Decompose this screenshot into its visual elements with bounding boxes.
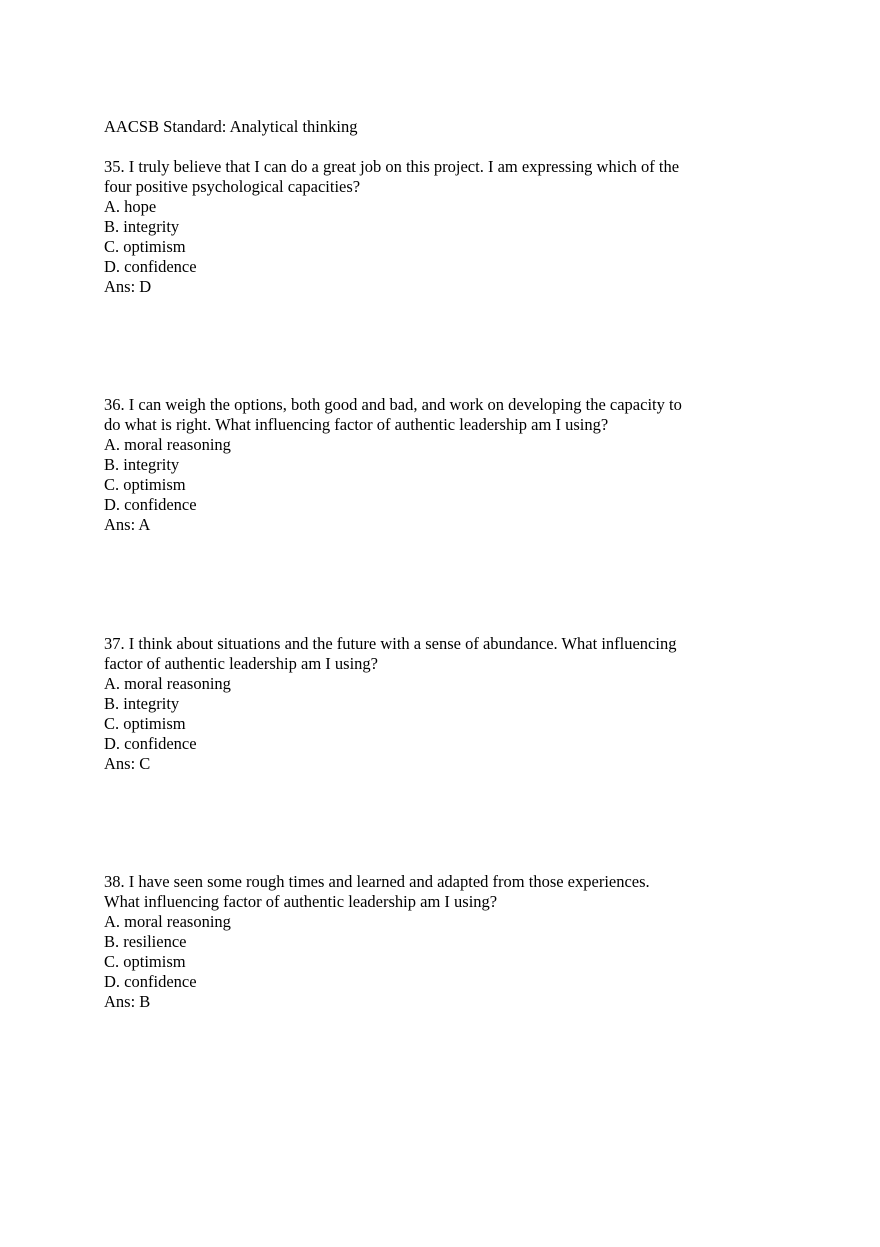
- option-c: C. optimism: [104, 714, 186, 733]
- option-d: D. confidence: [104, 257, 197, 276]
- option-d: D. confidence: [104, 734, 197, 753]
- question-38: [104, 872, 744, 1012]
- option-c: C. optimism: [104, 475, 186, 494]
- question-stem-line: do what is right. What influencing factor of authentic leadership am I using?: [104, 415, 609, 434]
- option-a: A. moral reasoning: [104, 435, 231, 454]
- question-stem-line: four positive psychological capacities?: [104, 177, 361, 196]
- question-35: [104, 157, 744, 297]
- answer: Ans: B: [104, 992, 151, 1011]
- option-b: B. integrity: [104, 455, 180, 474]
- question-stem-line: 35. I truly believe that I can do a great job on this project. I am expressing which of the: [104, 157, 680, 176]
- option-a: A. moral reasoning: [104, 674, 231, 693]
- question-37: [104, 634, 744, 774]
- question-stem-line: 37. I think about situations and the future with a sense of abundance. What influencing: [104, 634, 677, 653]
- option-b: B. integrity: [104, 217, 180, 236]
- question-stem-line: What influencing factor of authentic leadership am I using?: [104, 892, 498, 911]
- option-a: A. hope: [104, 197, 157, 216]
- option-c: C. optimism: [104, 237, 186, 256]
- answer: Ans: D: [104, 277, 152, 296]
- question-stem-line: 36. I can weigh the options, both good and bad, and work on developing the capacity to: [104, 395, 682, 414]
- option-d: D. confidence: [104, 495, 197, 514]
- option-b: B. resilience: [104, 932, 187, 951]
- option-a: A. moral reasoning: [104, 912, 231, 931]
- standard-heading: AACSB Standard: Analytical thinking: [104, 117, 358, 136]
- question-stem-line: 38. I have seen some rough times and learned and adapted from those experiences.: [104, 872, 650, 891]
- option-c: C. optimism: [104, 952, 186, 971]
- answer: Ans: C: [104, 754, 151, 773]
- option-b: B. integrity: [104, 694, 180, 713]
- question-stem-line: factor of authentic leadership am I using?: [104, 654, 378, 673]
- answer: Ans: A: [104, 515, 151, 534]
- option-d: D. confidence: [104, 972, 197, 991]
- question-36: [104, 395, 744, 535]
